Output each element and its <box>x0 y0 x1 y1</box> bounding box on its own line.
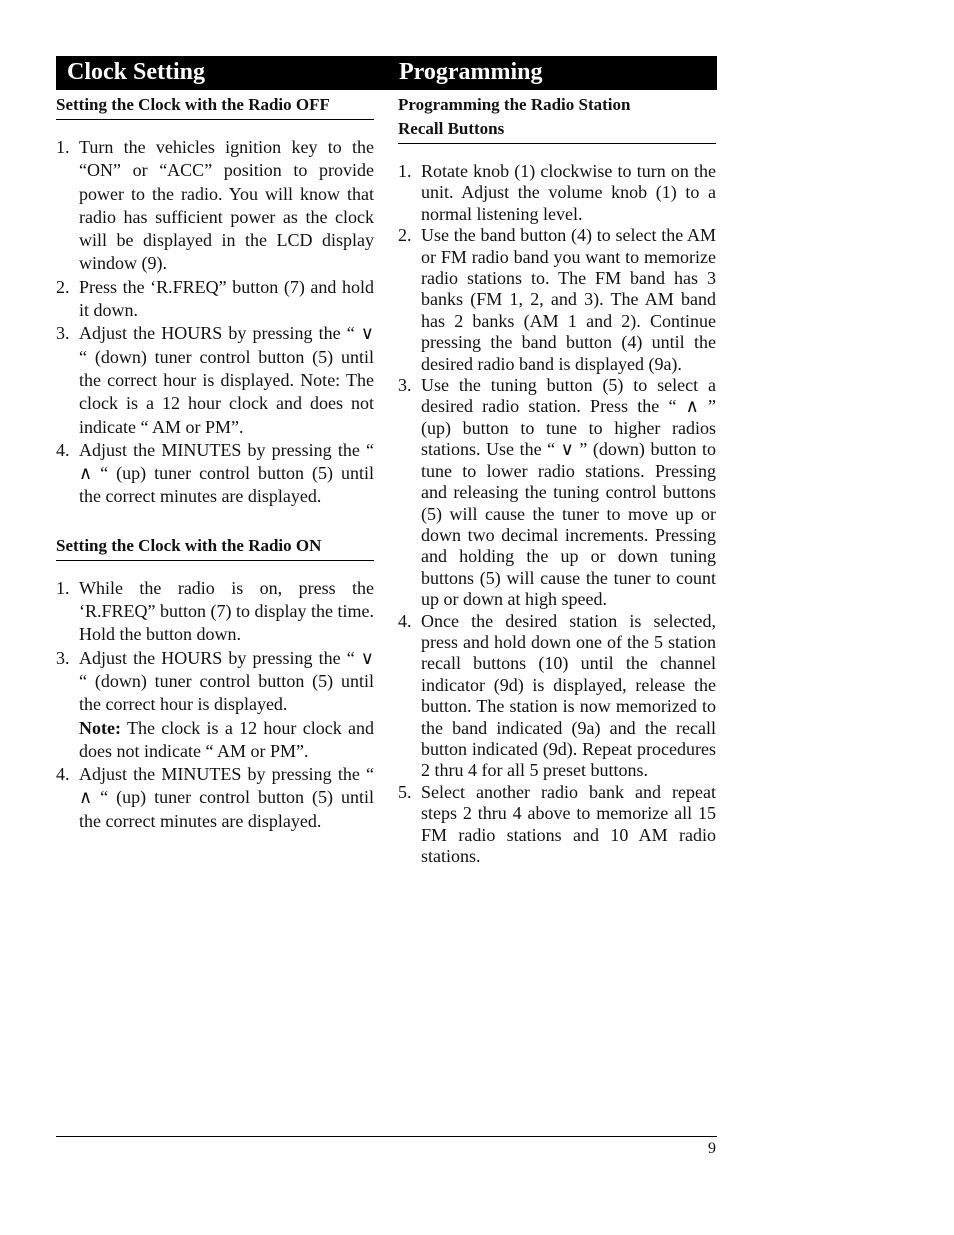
radio-off-heading: Setting the Clock with the Radio OFF <box>56 93 374 120</box>
programming-steps <box>398 161 716 867</box>
note-label: Note: <box>79 717 121 738</box>
list-item: 4. Adjust the MINUTES by pressing the “ ∧ “ (up) tuner control button (5) until the correct minutes are displayed. <box>56 764 374 831</box>
list-item: 4. Adjust the MINUTES by pressing the “ ∧ “ (up) tuner control button (5) until the correct minutes are displayed. <box>56 439 374 507</box>
radio-off-steps <box>56 136 374 509</box>
list-item: 3. Adjust the HOURS by pressing the “ ∨ “ (down) tuner control button (5) until the correct hour is displayed. Note: The clock is a 12 hour clock and does not indicate “ AM or PM”. <box>56 323 374 437</box>
programming-heading: Programming the Radio Station Recall Buttons <box>398 93 716 144</box>
footer-divider <box>56 1136 717 1137</box>
list-item: 5. Select another radio bank and repeat steps 2 thru 4 above to memorize all 15 FM radio stations and 10 AM radio stations. <box>398 781 716 866</box>
list-item: 2. Use the band button (4) to select the AM or FM radio band you want to memorize radio stations to. The FM band has 3 banks (FM 1, 2, and 3). The AM band has 2 banks (AM 1 and 2). Continue pressing the band button (4) until the desired radio band is displayed (9a). <box>398 225 716 374</box>
list-item: 1. While the radio is on, press the ‘R.FREQ” button (7) to display the time. Hold the button down. <box>56 577 374 645</box>
list-item: 4. Once the desired station is selected, press and hold down one of the 5 station recall buttons (10) until the channel indicator (9d) is displayed, release the button. The station is now memorized to the band indicated (9a) and the recall button indicated (9d). Repeat procedures 2 thru 4 for all 5 preset buttons. <box>398 610 716 781</box>
clock-note <box>79 717 374 764</box>
radio-on-heading: Setting the Clock with the Radio ON <box>56 534 374 561</box>
right-column <box>398 93 716 867</box>
left-column <box>56 93 374 833</box>
note-text: The clock is a 12 hour clock and does not indicate “ AM or PM”. <box>79 717 374 761</box>
list-item: 1. Rotate knob (1) clockwise to turn on the unit. Adjust the volume knob (1) to a normal listening level. <box>398 161 716 224</box>
list-item: 1. Turn the vehicles ignition key to the “ON” or “ACC” position to provide power to the radio. You will know that radio has sufficient power as the clock will be displayed in the LCD display window (9). <box>56 137 374 274</box>
list-item: 3. Use the tuning button (5) to select a desired radio station. Press the “ ∧ ” (up) button to tune to higher radios stations. Use the “ ∨ ” (down) button to tune to lower radio stations. Pressing and releasing the tuning control buttons (5) will cause the tuner to move up or down two decimal increments. Pressing and holding the up or down tuning buttons (5) will cause the tuner to count up or down at high speed. <box>398 375 716 610</box>
list-item: 2. Press the ‘R.FREQ” button (7) and hold it down. <box>56 276 374 321</box>
section-header-bar <box>56 56 717 90</box>
list-item: 3. Adjust the HOURS by pressing the “ ∨ “ (down) tuner control button (5) until the correct hour is displayed. Note: The clock is a 12 hour clock and does not indicate “ AM or PM”. <box>56 647 374 763</box>
page-number: 9 <box>708 1140 716 1157</box>
radio-on-steps <box>56 577 374 833</box>
programming-title: Programming <box>399 59 543 85</box>
clock-setting-title: Clock Setting <box>67 59 205 85</box>
